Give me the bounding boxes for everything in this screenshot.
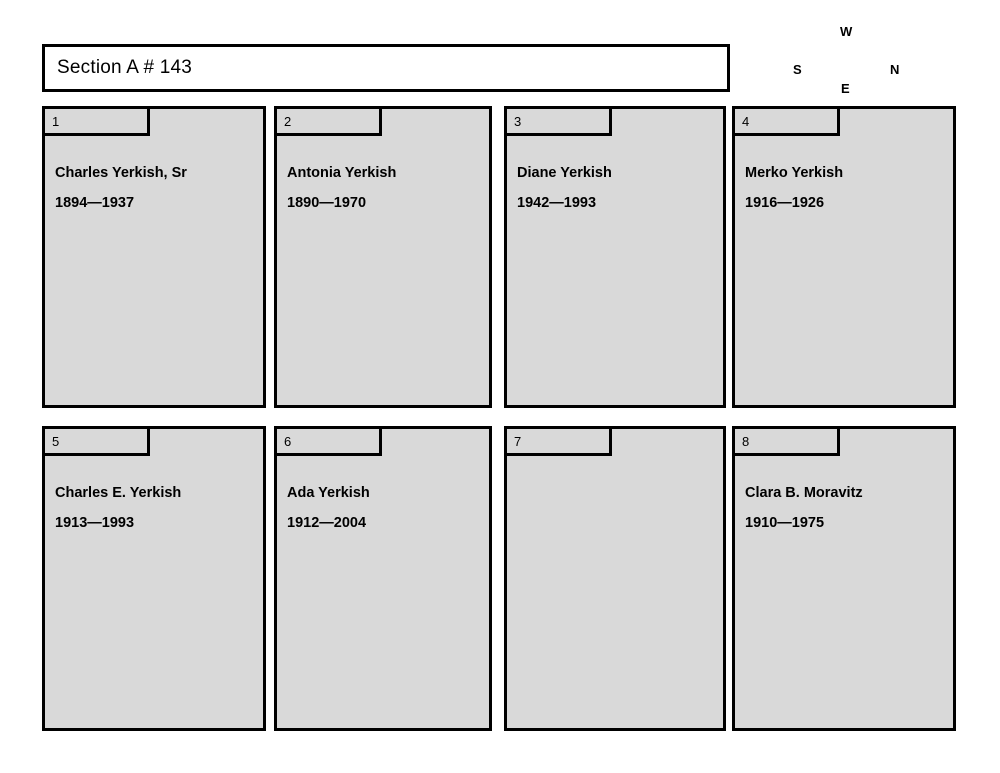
plot-cell[interactable]	[732, 426, 956, 731]
page-title: Section A # 143	[57, 57, 193, 78]
plot-body	[735, 143, 953, 211]
compass-south-label: S	[793, 62, 802, 77]
plot-cell[interactable]	[504, 106, 726, 408]
plot-cell[interactable]	[504, 426, 726, 731]
plot-occupant-dates: 1916—1926	[745, 195, 825, 211]
plot-number: 7	[514, 433, 522, 449]
plot-number-tab	[504, 426, 612, 456]
plot-cell[interactable]	[274, 426, 492, 731]
plot-number: 4	[742, 113, 750, 129]
plot-number-tab	[732, 426, 840, 456]
plot-cell[interactable]	[732, 106, 956, 408]
plot-number-tab	[732, 106, 840, 136]
plot-occupant-name: Merko Yerkish	[745, 165, 844, 181]
plot-occupant-dates: 1890—1970	[287, 195, 367, 211]
plot-body	[45, 463, 263, 531]
plot-occupant-dates: 1910—1975	[745, 515, 825, 531]
plot-occupant-name: Antonia Yerkish	[287, 165, 397, 181]
plot-number-tab	[42, 426, 150, 456]
compass-rose	[780, 18, 920, 96]
plot-grid	[42, 106, 956, 731]
plot-occupant-dates: 1942—1993	[517, 195, 597, 211]
plot-body	[507, 143, 723, 211]
compass-west-label: W	[840, 24, 853, 39]
plot-occupant-dates: 1913—1993	[55, 515, 135, 531]
section-title-box	[42, 44, 730, 92]
plot-occupant-dates: 1912—2004	[287, 515, 367, 531]
plot-number: 3	[514, 113, 522, 129]
plot-occupant-name: Charles E. Yerkish	[55, 485, 182, 501]
plot-occupant-name: Ada Yerkish	[287, 485, 370, 501]
plot-number-tab	[274, 106, 382, 136]
plot-body	[45, 143, 263, 211]
compass-north-label: N	[890, 62, 900, 77]
plot-number-tab	[42, 106, 150, 136]
plot-number: 6	[284, 433, 292, 449]
plot-cell[interactable]	[274, 106, 492, 408]
plot-number-tab	[274, 426, 382, 456]
plot-body	[277, 143, 489, 211]
plot-number: 1	[52, 113, 60, 129]
plot-cell[interactable]	[42, 106, 266, 408]
plot-body	[277, 463, 489, 531]
plot-body	[735, 463, 953, 531]
compass-east-label: E	[841, 81, 850, 96]
plot-number: 8	[742, 433, 750, 449]
plot-occupant-name: Charles Yerkish, Sr	[55, 165, 187, 181]
plot-cell[interactable]	[42, 426, 266, 731]
plot-occupant-dates: 1894—1937	[55, 195, 135, 211]
plot-occupant-name: Diane Yerkish	[517, 165, 612, 181]
plot-number: 5	[52, 433, 60, 449]
plot-number: 2	[284, 113, 292, 129]
plot-occupant-name: Clara B. Moravitz	[745, 485, 863, 501]
plot-number-tab	[504, 106, 612, 136]
